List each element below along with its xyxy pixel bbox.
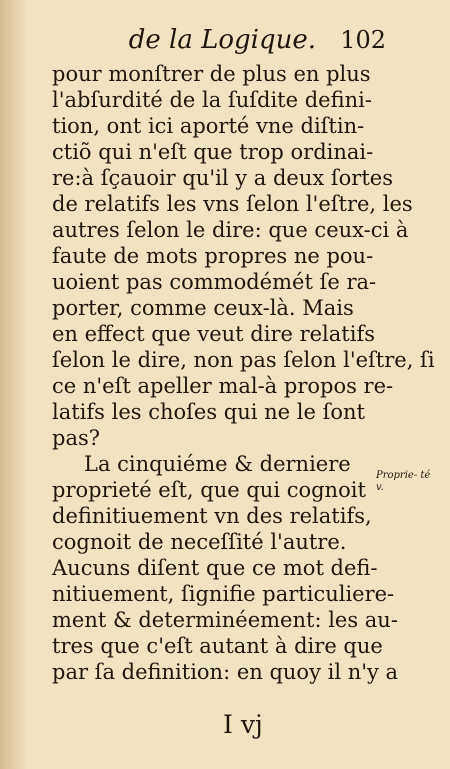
text-line: ctiõ qui n'eſt que trop ordinai- [52, 140, 374, 164]
text-line: ment & determinéement: les au- [52, 608, 398, 632]
text-line: cognoit de neceſſité l'autre. [52, 530, 347, 554]
text-line: nitiuement, ſignifie particuliere- [52, 582, 395, 606]
text-line: definitiuement vn des relatifs, [52, 504, 372, 528]
page-header [52, 25, 386, 55]
text-line: pour monſtrer de plus en plus [52, 62, 371, 86]
text-line: uoient pas commodémét ſe ra- [52, 270, 377, 294]
text-line: pas? [52, 426, 100, 450]
running-head: de la Logique. [128, 25, 316, 55]
text-line: re:à ſçauoir qu'il y a deux ſortes [52, 166, 393, 190]
text-line: porter, comme ceux-là. Mais [52, 296, 354, 320]
page-gutter-shadow [0, 0, 28, 769]
page-number: 102 [340, 26, 386, 54]
text-line: ſelon le dire, non pas ſelon l'eſtre, ſi [52, 348, 435, 372]
text-line: ce n'eſt apeller mal-à propos re- [52, 374, 394, 398]
text-line: autres ſelon le dire: que ceux-ci à [52, 218, 409, 242]
text-line: Aucuns diſent que ce mot defi- [52, 556, 378, 580]
text-line: l'abſurdité de la ſuſdite defini- [52, 88, 372, 112]
signature-mark: I vj [223, 710, 263, 739]
text-line: tion, ont ici aporté vne diſtin- [52, 114, 365, 138]
margin-note: Proprie- té v. [376, 470, 431, 493]
text-line: tres que c'eſt autant à dire que [52, 634, 383, 658]
text-line: par ſa definition: en quoy il n'y a [52, 660, 399, 684]
text-line: faute de mots propres ne pou- [52, 244, 374, 268]
text-line: de relatifs les vns ſelon l'eſtre, les [52, 192, 413, 216]
text-line: en effect que veut dire relatifs [52, 322, 375, 346]
text-line: latifs les choſes qui ne le ſont [52, 400, 365, 424]
text-line: proprieté eſt, que qui cognoit [52, 478, 366, 502]
paragraph-start-line: La cinquiéme & derniere [84, 452, 351, 476]
